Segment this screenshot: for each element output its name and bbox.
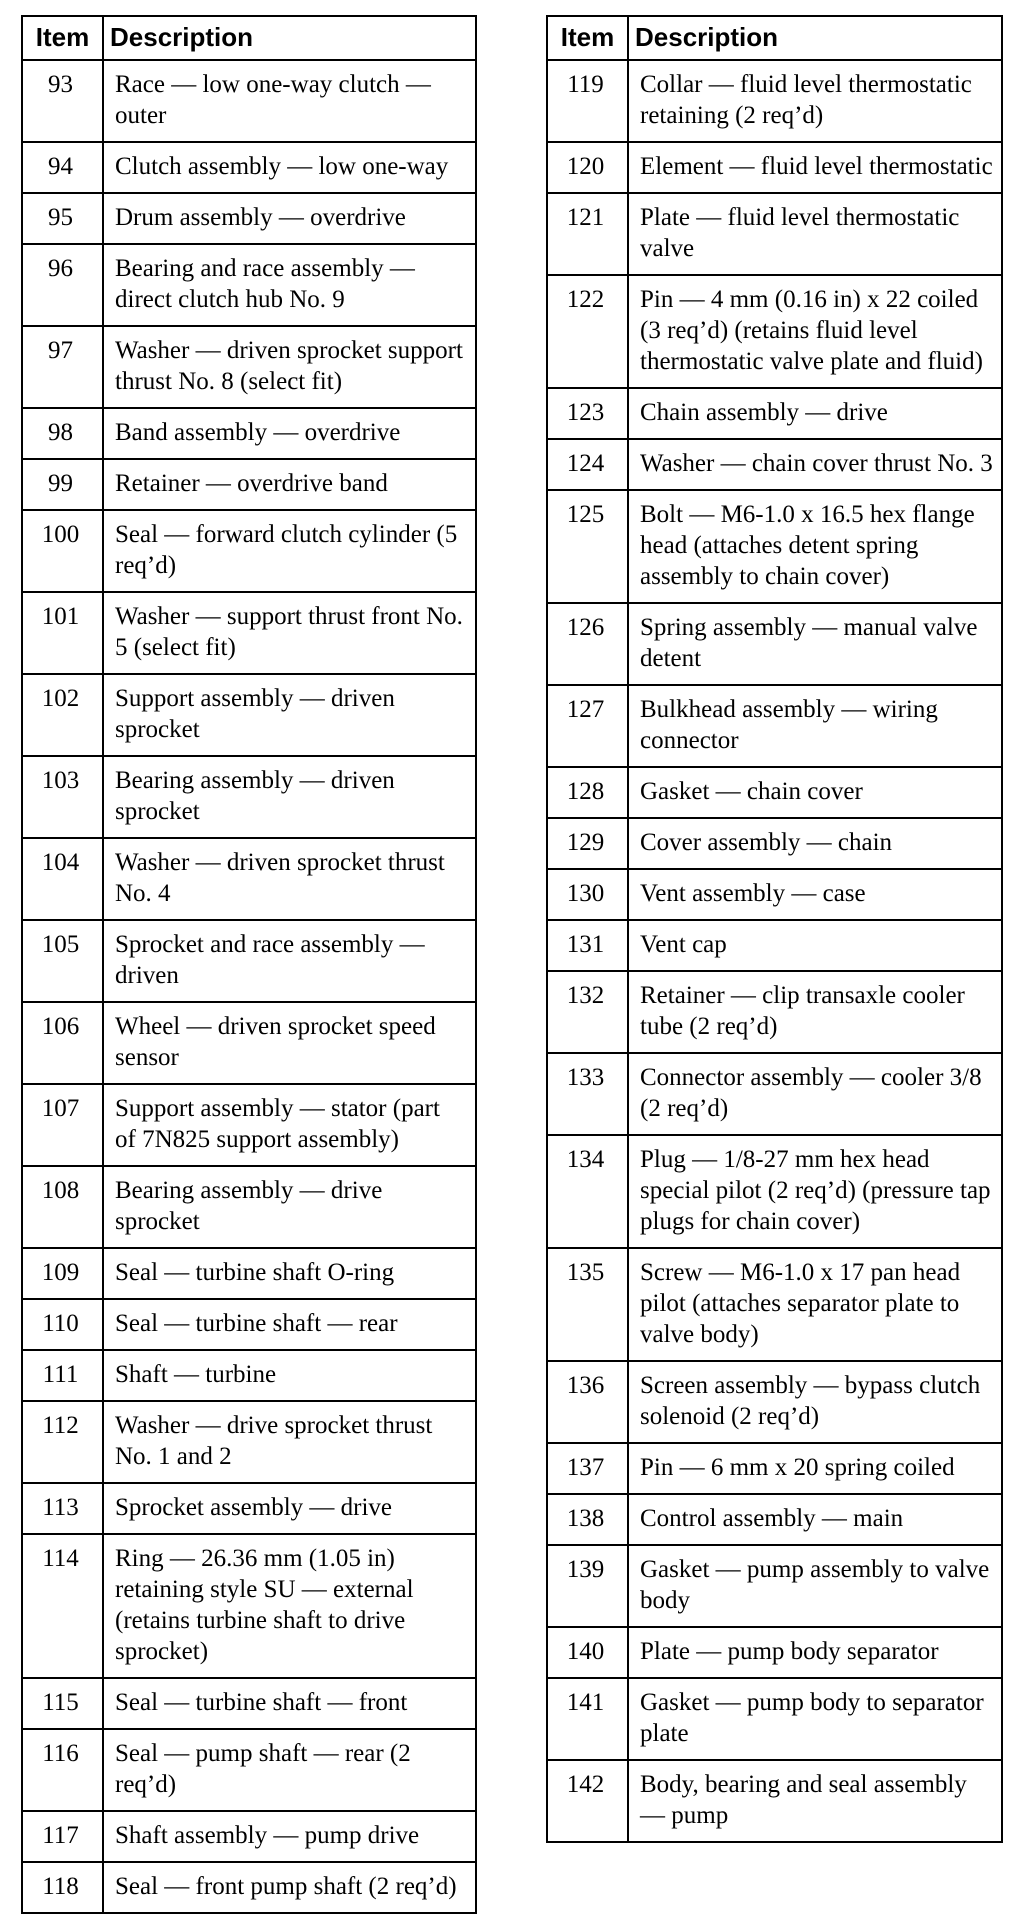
table-row	[22, 408, 476, 459]
item-number: 95	[22, 193, 103, 244]
item-number: 119	[547, 60, 628, 142]
item-number: 117	[22, 1811, 103, 1862]
item-description: Connector assembly — cooler 3/8 (2 req’d)	[628, 1053, 1002, 1135]
table-row	[547, 971, 1002, 1053]
item-description: Washer — support thrust front No. 5 (select fit)	[103, 592, 476, 674]
table-row	[22, 244, 476, 326]
item-description: Vent cap	[628, 920, 1002, 971]
item-number: 97	[22, 326, 103, 408]
item-number: 107	[22, 1084, 103, 1166]
table-row	[547, 767, 1002, 818]
table-row	[547, 603, 1002, 685]
table-row	[22, 838, 476, 920]
table-row	[22, 1811, 476, 1862]
table-row	[22, 1166, 476, 1248]
table-row	[22, 60, 476, 142]
item-number: 139	[547, 1545, 628, 1627]
table-row	[547, 685, 1002, 767]
item-description: Plug — 1/8-27 mm hex head special pilot (2 req’d) (pressure tap plugs for chain cover)	[628, 1135, 1002, 1248]
table-row	[547, 920, 1002, 971]
item-number: 118	[22, 1862, 103, 1913]
item-number: 133	[547, 1053, 628, 1135]
description-column-header: Description	[628, 16, 1002, 60]
table-row	[547, 388, 1002, 439]
item-description: Drum assembly — overdrive	[103, 193, 476, 244]
table-row	[22, 674, 476, 756]
item-number: 111	[22, 1350, 103, 1401]
table-row	[22, 756, 476, 838]
item-description: Washer — chain cover thrust No. 3	[628, 439, 1002, 490]
item-description: Vent assembly — case	[628, 869, 1002, 920]
item-description: Ring — 26.36 mm (1.05 in) retaining style SU — external (retains turbine shaft to drive sprocket)	[103, 1534, 476, 1678]
table-row	[22, 1862, 476, 1913]
item-number: 142	[547, 1760, 628, 1842]
item-description: Plate — pump body separator	[628, 1627, 1002, 1678]
item-number: 101	[22, 592, 103, 674]
item-number: 102	[22, 674, 103, 756]
table-row	[22, 459, 476, 510]
item-description: Screen assembly — bypass clutch solenoid (2 req’d)	[628, 1361, 1002, 1443]
item-number: 125	[547, 490, 628, 603]
item-number: 131	[547, 920, 628, 971]
item-number: 127	[547, 685, 628, 767]
table-row	[22, 326, 476, 408]
table-row	[547, 818, 1002, 869]
table-row	[547, 193, 1002, 275]
item-number: 106	[22, 1002, 103, 1084]
item-description: Support assembly — driven sprocket	[103, 674, 476, 756]
table-header-row	[22, 16, 476, 60]
table-row	[22, 1483, 476, 1534]
item-description: Bulkhead assembly — wiring connector	[628, 685, 1002, 767]
item-description: Clutch assembly — low one-way	[103, 142, 476, 193]
item-number: 108	[22, 1166, 103, 1248]
item-description: Spring assembly — manual valve detent	[628, 603, 1002, 685]
item-number: 100	[22, 510, 103, 592]
item-number: 113	[22, 1483, 103, 1534]
item-description: Seal — pump shaft — rear (2 req’d)	[103, 1729, 476, 1811]
item-number: 128	[547, 767, 628, 818]
item-description: Shaft — turbine	[103, 1350, 476, 1401]
item-description: Seal — front pump shaft (2 req’d)	[103, 1862, 476, 1913]
item-description: Seal — forward clutch cylinder (5 req’d)	[103, 510, 476, 592]
item-number: 138	[547, 1494, 628, 1545]
item-number: 94	[22, 142, 103, 193]
item-description: Wheel — driven sprocket speed sensor	[103, 1002, 476, 1084]
table-row	[547, 1443, 1002, 1494]
table-row	[22, 1299, 476, 1350]
item-column-header: Item	[547, 16, 628, 60]
item-description: Gasket — pump body to separator plate	[628, 1678, 1002, 1760]
table-row	[547, 1361, 1002, 1443]
table-row	[547, 1248, 1002, 1361]
item-description: Plate — fluid level thermostatic valve	[628, 193, 1002, 275]
table-row	[22, 1401, 476, 1483]
item-description: Bearing assembly — drive sprocket	[103, 1166, 476, 1248]
item-column-header: Item	[22, 16, 103, 60]
item-number: 96	[22, 244, 103, 326]
item-description: Washer — driven sprocket thrust No. 4	[103, 838, 476, 920]
item-number: 120	[547, 142, 628, 193]
table-row	[547, 1760, 1002, 1842]
item-number: 104	[22, 838, 103, 920]
item-description: Sprocket and race assembly — driven	[103, 920, 476, 1002]
item-description: Washer — drive sprocket thrust No. 1 and 2	[103, 1401, 476, 1483]
table-row	[547, 1494, 1002, 1545]
table-row	[22, 920, 476, 1002]
item-description: Bearing and race assembly — direct clutch hub No. 9	[103, 244, 476, 326]
item-description: Support assembly — stator (part of 7N825 support assembly)	[103, 1084, 476, 1166]
parts-table-right-body	[547, 60, 1002, 1842]
table-row	[22, 1002, 476, 1084]
item-description: Collar — fluid level thermostatic retaining (2 req’d)	[628, 60, 1002, 142]
table-row	[547, 439, 1002, 490]
item-number: 123	[547, 388, 628, 439]
item-description: Seal — turbine shaft O-ring	[103, 1248, 476, 1299]
table-row	[547, 1627, 1002, 1678]
item-description: Bearing assembly — driven sprocket	[103, 756, 476, 838]
table-row	[547, 142, 1002, 193]
item-description: Screw — M6-1.0 x 17 pan head pilot (attaches separator plate to valve body)	[628, 1248, 1002, 1361]
item-number: 136	[547, 1361, 628, 1443]
item-description: Gasket — chain cover	[628, 767, 1002, 818]
item-description: Band assembly — overdrive	[103, 408, 476, 459]
table-row	[22, 193, 476, 244]
table-row	[22, 1729, 476, 1811]
description-column-header: Description	[103, 16, 476, 60]
item-description: Element — fluid level thermostatic	[628, 142, 1002, 193]
table-row	[547, 1053, 1002, 1135]
parts-table-left-body	[22, 60, 476, 1913]
item-description: Seal — turbine shaft — rear	[103, 1299, 476, 1350]
item-description: Pin — 4 mm (0.16 in) x 22 coiled (3 req’d) (retains fluid level thermostatic valve plate and fluid)	[628, 275, 1002, 388]
item-description: Retainer — overdrive band	[103, 459, 476, 510]
item-number: 124	[547, 439, 628, 490]
item-number: 135	[547, 1248, 628, 1361]
item-number: 110	[22, 1299, 103, 1350]
item-number: 129	[547, 818, 628, 869]
item-number: 126	[547, 603, 628, 685]
item-description: Body, bearing and seal assembly — pump	[628, 1760, 1002, 1842]
table-header-row	[547, 16, 1002, 60]
table-row	[22, 510, 476, 592]
item-description: Retainer — clip transaxle cooler tube (2 req’d)	[628, 971, 1002, 1053]
item-number: 132	[547, 971, 628, 1053]
item-description: Sprocket assembly — drive	[103, 1483, 476, 1534]
item-description: Washer — driven sprocket support thrust No. 8 (select fit)	[103, 326, 476, 408]
table-row	[22, 1678, 476, 1729]
table-row	[547, 1545, 1002, 1627]
table-row	[547, 869, 1002, 920]
item-description: Control assembly — main	[628, 1494, 1002, 1545]
item-number: 134	[547, 1135, 628, 1248]
item-number: 122	[547, 275, 628, 388]
parts-table-right	[546, 15, 1003, 1843]
item-description: Shaft assembly — pump drive	[103, 1811, 476, 1862]
item-description: Pin — 6 mm x 20 spring coiled	[628, 1443, 1002, 1494]
item-number: 121	[547, 193, 628, 275]
item-number: 105	[22, 920, 103, 1002]
table-row	[22, 1350, 476, 1401]
item-number: 116	[22, 1729, 103, 1811]
item-number: 140	[547, 1627, 628, 1678]
table-row	[547, 275, 1002, 388]
item-description: Seal — turbine shaft — front	[103, 1678, 476, 1729]
table-row	[547, 1135, 1002, 1248]
item-number: 112	[22, 1401, 103, 1483]
item-description: Cover assembly — chain	[628, 818, 1002, 869]
parts-table-left	[21, 15, 477, 1914]
item-number: 115	[22, 1678, 103, 1729]
item-number: 93	[22, 60, 103, 142]
table-row	[547, 60, 1002, 142]
item-description: Chain assembly — drive	[628, 388, 1002, 439]
table-row	[547, 1678, 1002, 1760]
item-number: 130	[547, 869, 628, 920]
table-row	[22, 142, 476, 193]
item-number: 137	[547, 1443, 628, 1494]
item-number: 109	[22, 1248, 103, 1299]
table-row	[22, 592, 476, 674]
table-row	[22, 1084, 476, 1166]
table-row	[22, 1534, 476, 1678]
item-number: 99	[22, 459, 103, 510]
item-number: 98	[22, 408, 103, 459]
item-description: Bolt — M6-1.0 x 16.5 hex flange head (attaches detent spring assembly to chain cover)	[628, 490, 1002, 603]
table-row	[22, 1248, 476, 1299]
item-description: Gasket — pump assembly to valve body	[628, 1545, 1002, 1627]
item-number: 103	[22, 756, 103, 838]
item-number: 114	[22, 1534, 103, 1678]
item-number: 141	[547, 1678, 628, 1760]
item-description: Race — low one-way clutch — outer	[103, 60, 476, 142]
table-row	[547, 490, 1002, 603]
